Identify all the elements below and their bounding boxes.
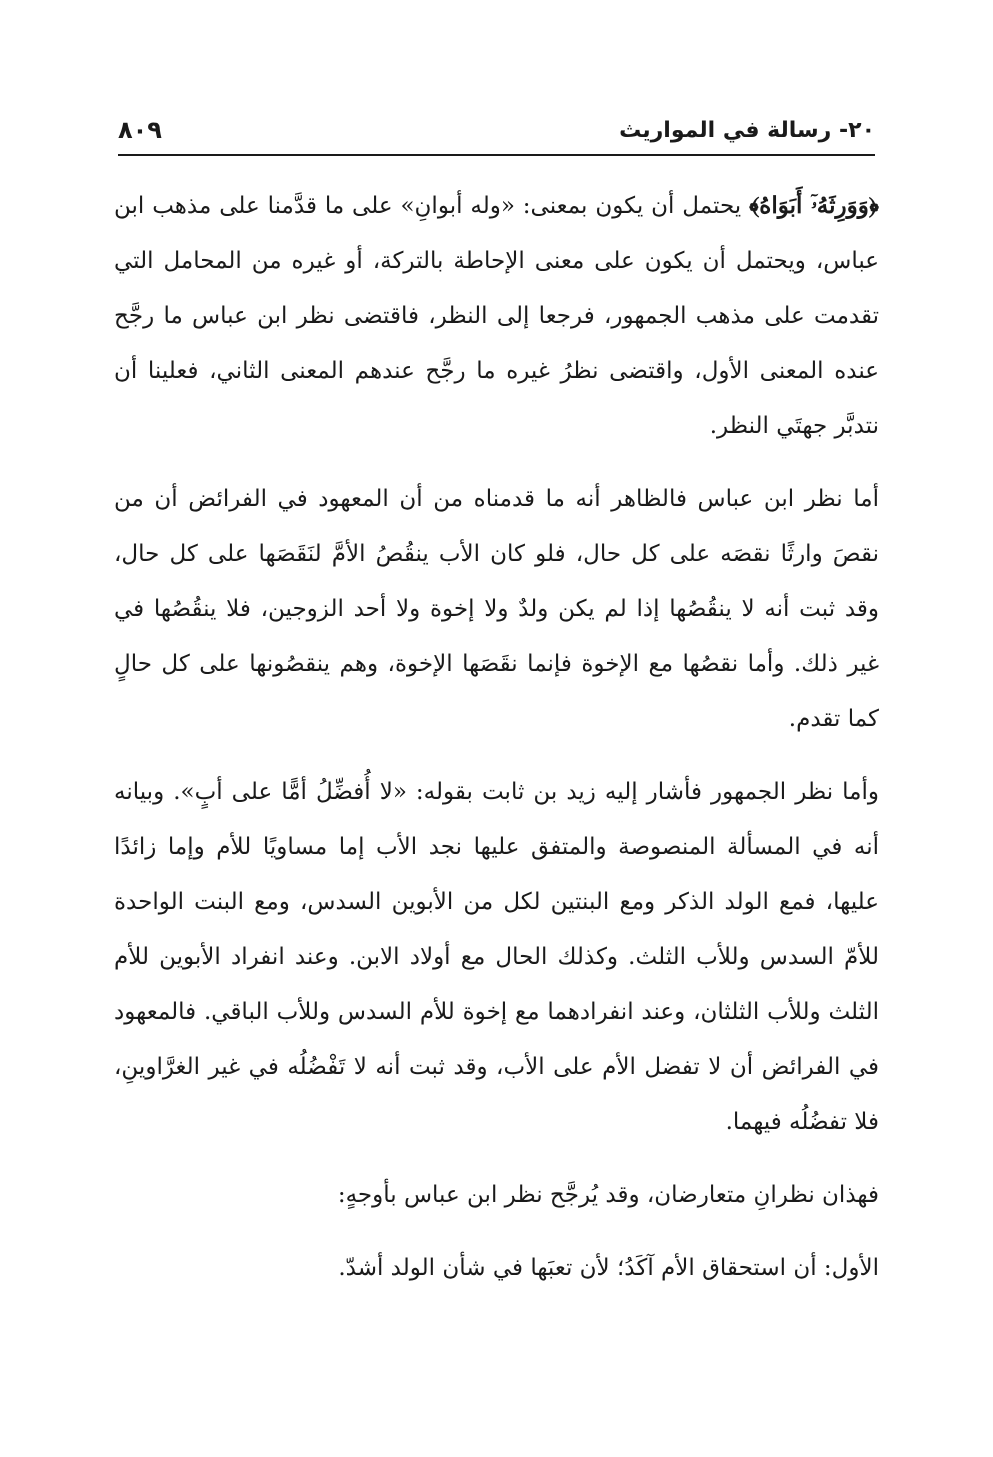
chapter-title: ٢٠- رسالة في المواريث	[619, 118, 875, 143]
paragraph-3: وأما نظر الجمهور فأشار إليه زيد بن ثابت بقوله: «لا أُفضِّلُ أمًّا على أبٍ». وبيانه أنه في المسألة المنصوصة والمتفق عليها نجد الأب إما مساويًا للأم وإما زائدًا عليها، فمع الولد الذكر ومع البنتين لكل من الأبوين السدس، ومع البنت الواحدة للأمّ السدس وللأب الثلث. وكذلك الحال مع أولاد الابن. وعند انفراد الأبوين للأم الثلث وللأب الثلثان، وعند انفرادهما مع إخوة للأم السدس وللأب الباقي. فالمعهود في الفرائض أن لا تفضل الأم على الأب، وقد ثبت أنه لا تَفْضُلُه في غير الغرَّاوينِ، فلا تفضُلُه فيهما.	[114, 779, 879, 1135]
paragraph-1-text: يحتمل أن يكون بمعنى: «وله أبوانِ» على ما قدَّمنا على مذهب ابن عباس، ويحتمل أن يكون على معنى الإحاطة بالتركة، أو غيره من المحامل التي تقدمت على مذهب الجمهور، فرجعا إلى النظر، فاقتضى نظر ابن عباس ما رجَّح عنده المعنى الأول، واقتضى نظرُ غيره ما رجَّح عندهم المعنى الثاني، فعلينا أن نتدبَّر جهتَي النظر.	[114, 193, 879, 439]
quran-verse: ﴿وَوَرِثَهُۥٓ أَبَوَاهُ﴾	[749, 192, 879, 219]
running-header	[118, 112, 875, 148]
paragraph-1	[114, 178, 879, 454]
paragraph-5: الأول: أن استحقاق الأم آكَدُ؛ لأن تعبَها في شأن الولد أشدّ.	[338, 1255, 879, 1281]
page-number: ٨٠٩	[118, 116, 162, 144]
paragraph-4: فهذان نظرانِ متعارضان، وقد يُرجَّح نظر ابن عباس بأوجهٍ:	[337, 1182, 879, 1208]
header-divider	[118, 154, 875, 156]
main-text	[114, 178, 879, 1314]
paragraph-2: أما نظر ابن عباس فالظاهر أنه ما قدمناه من أن المعهود في الفرائض أن من نقصَ وارثًا نقصَه على كل حال، فلو كان الأب ينقُصُ الأمَّ لنَقَصَها على كل حال، وقد ثبت أنه لا ينقُصُها إذا لم يكن ولدٌ ولا إخوة ولا أحد الزوجين، فلا ينقُصُها في غير ذلك. وأما نقصُها مع الإخوة فإنما نقَصَها الإخوة، وهم ينقصُونها على كل حالٍ كما تقدم.	[114, 486, 879, 732]
